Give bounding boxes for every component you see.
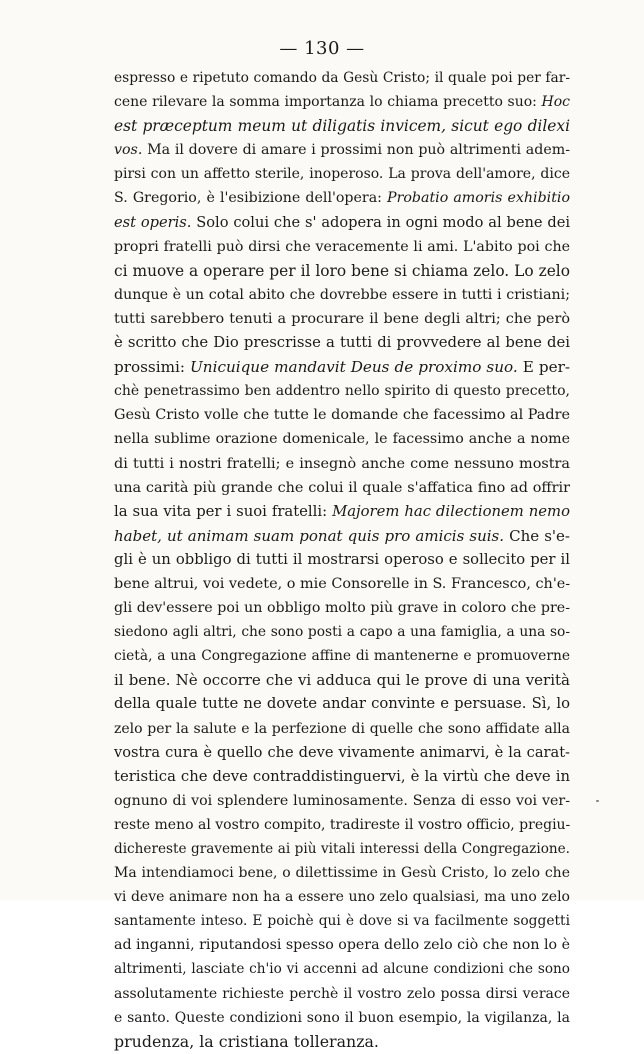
latin-quote: est præceptum meum ut diligatis invicem, sicut ego dilexi [114, 117, 570, 136]
text-segment: S. Gregorio, è l'esibizione dell'opera: [114, 190, 388, 207]
text-segment: zelo per la salute e la perfezione di quelle che sono affidate alla [114, 720, 570, 737]
text-line [114, 620, 570, 644]
text-segment: cietà, a una Congregazione affine di mantenerne e promuoverne [114, 648, 570, 665]
text-line [114, 1006, 570, 1030]
text-segment: Solo colui che s' adopera in ogni modo al bene dei [191, 213, 570, 231]
page-number: — 130 — [279, 38, 365, 59]
text-line [114, 548, 570, 572]
text-line [114, 765, 570, 789]
text-line [114, 114, 570, 138]
text-line [114, 861, 570, 885]
text-line [114, 283, 570, 307]
text-segment: propri fratelli può dirsi che veracemente li ami. L'abito poi che [114, 238, 570, 255]
text-line [114, 162, 570, 186]
text-line [114, 957, 570, 981]
text-line [114, 259, 570, 283]
text-line [114, 403, 570, 427]
text-segment: Che s'e- [504, 526, 570, 545]
text-line [114, 90, 570, 114]
text-segment: il bene. Nè occorre che vi adduca qui le prove di una verità [114, 671, 570, 690]
text-line [114, 66, 570, 90]
text-line [114, 235, 570, 259]
latin-quote: habet, ut animam suam ponat quis pro amicis suis. [114, 526, 504, 545]
text-line [114, 331, 570, 355]
text-segment: siedono agli altri, che sono posti a capo a una famiglia, a una so- [114, 624, 570, 641]
text-line [114, 379, 570, 403]
text-line [114, 596, 570, 620]
text-line [114, 307, 570, 331]
text-line [114, 909, 570, 933]
text-line [114, 692, 570, 716]
text-segment: vostra cura è quello che deve vivamente animarvi, è la carat- [114, 743, 570, 761]
text-segment: teristica che deve contraddistinguervi, è la virtù che deve in [114, 767, 570, 785]
text-segment: bene altrui, voi vedete, o mie Consorelle in S. Francesco, ch'e- [114, 575, 571, 592]
text-line [114, 355, 570, 379]
text-line [114, 476, 570, 500]
text-line [114, 452, 570, 476]
text-segment: reste meno al vostro compito, tradireste il vostro officio, pregiu- [114, 816, 571, 833]
text-segment: dunque è un cotal abito che dovrebbe essere in tutti i cristiani; [114, 286, 570, 303]
latin-quote: Hoc [541, 94, 570, 111]
text-line [114, 524, 570, 548]
text-segment: prossimi: [114, 358, 190, 377]
text-line [114, 138, 570, 162]
text-line [114, 813, 570, 837]
text-segment: la sua vita per i suoi fratelli: [114, 502, 333, 520]
latin-quote: Majorem hac dilectionem nemo [332, 502, 570, 520]
text-segment: altrimenti, lasciate ch'io vi accenni ad alcune condizioni che sono [114, 961, 570, 978]
text-segment: pirsi con un affetto sterile, inoperoso. La prova dell'amore, dice [114, 166, 570, 183]
text-line [114, 644, 570, 668]
text-line [114, 933, 570, 957]
text-segment: vi deve animare non ha a essere uno zelo qualsiasi, ma uno zelo [114, 889, 570, 906]
text-segment: Ma intendiamoci bene, o dilettissime in Gesù Cristo, lo zelo che [114, 865, 570, 882]
text-segment: santamente inteso. E poichè qui è dove si va facilmente soggetti [114, 913, 570, 930]
text-line [114, 668, 570, 692]
latin-quote: Unicuique mandavit Deus de proximo suo. [190, 358, 518, 377]
text-segment: una carità più grande che colui il quale s'affatica fino ad offrir [114, 479, 570, 496]
text-line [114, 1030, 570, 1054]
text-line [114, 211, 570, 235]
text-line [114, 500, 570, 524]
text-segment: Ma il dovere di amare i prossimi non può altrimenti adem- [142, 142, 570, 159]
text-line [114, 186, 570, 210]
text-segment: ognuno di voi splendere luminosamente. Senza di esso voi ver- [114, 792, 570, 809]
latin-quote: vos. [114, 142, 143, 159]
text-segment: tutti sarebbero tenuti a procurare il bene degli altri; che però [114, 310, 570, 327]
text-segment: nella sublime orazione domenicale, le facessimo anche a nome [114, 431, 570, 448]
text-segment: gli è un obbligo di tutti il mostrarsi operoso e sollecito per il [114, 550, 570, 568]
text-segment: e santo. Queste condizioni sono il buon esempio, la vigilanza, la [114, 1009, 570, 1026]
ink-speck [596, 800, 599, 802]
text-line [114, 885, 570, 909]
text-segment: cene rilevare la somma importanza lo chiama precetto suo: [114, 94, 542, 111]
text-line [114, 837, 570, 861]
text-line [114, 741, 570, 765]
text-line [114, 717, 570, 741]
text-segment: ad inganni, riputandosi spesso opera dello zelo ciò che non lo è [114, 937, 570, 954]
text-segment: gli dev'essere poi un obbligo molto più grave in coloro che pre- [114, 600, 570, 617]
text-line [114, 427, 570, 451]
latin-quote: Probatio amoris exhibitio [387, 190, 570, 207]
latin-quote: est operis. [114, 213, 192, 231]
text-segment: prudenza, la cristiana tolleranza. [114, 1031, 379, 1051]
text-segment: Gesù Cristo volle che tutte le domande che facessimo al Padre [114, 407, 570, 424]
text-segment: ci muove a operare per il loro bene si chiama zelo. Lo zelo [114, 261, 570, 280]
text-segment: della quale tutte ne dovete andar convinte e persuase. Sì, lo [114, 695, 570, 713]
text-line [114, 982, 570, 1006]
body-text [114, 66, 570, 1054]
text-segment: chè penetrassimo ben addentro nello spirito di questo precetto, [114, 383, 570, 400]
text-segment: dichereste gravemente ai più vitali interessi della Congregazione. [114, 841, 570, 857]
text-segment: E per- [517, 358, 571, 377]
text-segment: di tutti i nostri fratelli; e insegnò anche come nessuno mostra [114, 455, 570, 472]
text-line [114, 572, 570, 596]
text-segment: assolutamente richieste perchè il vostro zelo possa dirsi verace [114, 985, 570, 1002]
text-segment: espresso e ripetuto comando da Gesù Cristo; il quale poi per far- [114, 70, 570, 86]
text-line [114, 789, 570, 813]
text-segment: è scritto che Dio prescrisse a tutti di provvedere al bene dei [114, 334, 570, 352]
